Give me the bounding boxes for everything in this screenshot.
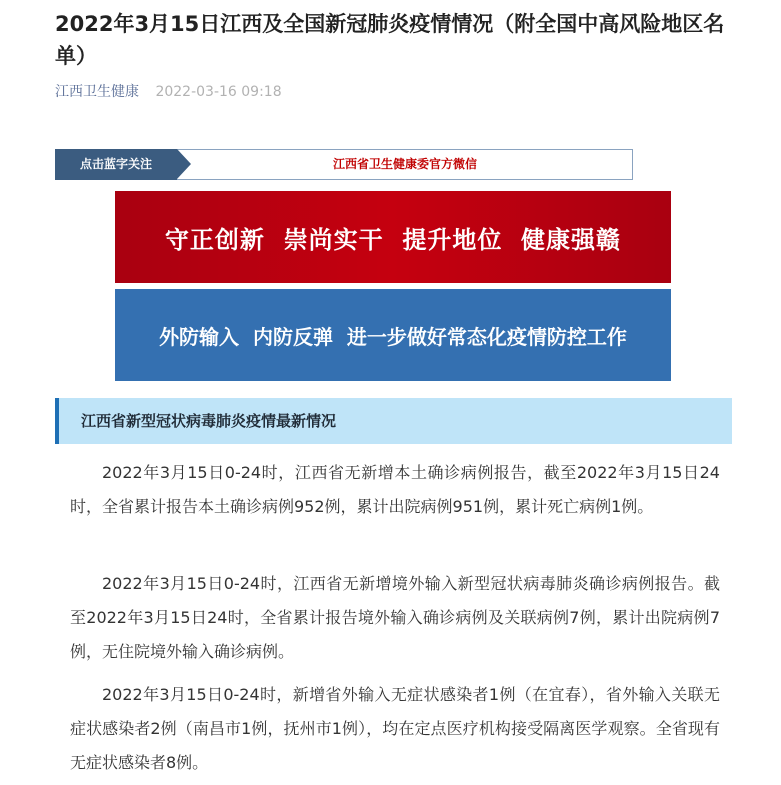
- paragraph-local-cases: 2022年3月15日0-24时，江西省无新增本土确诊病例报告，截至2022年3月15日24时，全省累计报告本土确诊病例952例，累计出院病例951例，累计死亡病例1例。: [70, 463, 720, 516]
- follow-bar: [55, 149, 633, 180]
- section-heading-bar: [55, 398, 732, 444]
- paragraph-imported-cases: 2022年3月15日0-24时，江西省无新增境外输入新型冠状病毒肺炎确诊病例报告。截至2022年3月15日24时，全省累计报告境外输入确诊病例及关联病例7例，累计出院病例7例，无住院境外输入确诊病例。: [70, 574, 720, 661]
- paragraph-asymptomatic-cases: 2022年3月15日0-24时，新增省外输入无症状感染者1例（在宜春），省外输入关联无症状感染者2例（南昌市1例，抚州市1例），均在定点医疗机构接受隔离医学观察。全省现有无症状感染者8例。: [70, 685, 720, 772]
- account-name-link[interactable]: 江西卫生健康: [55, 84, 139, 100]
- official-account-caption: 江西省卫生健康委官方微信: [332, 157, 477, 171]
- publish-date: 2022-03-16 09:18: [155, 84, 282, 100]
- slogan-banner-blue: 外防输入 内防反弹 进一步做好常态化疫情防控工作: [115, 289, 671, 381]
- section-heading: 江西省新型冠状病毒肺炎疫情最新情况: [81, 412, 337, 430]
- article-meta: [55, 82, 282, 102]
- slogan-banner-red: 守正创新 崇尚实干 提升地位 健康强赣: [115, 191, 671, 283]
- follow-tag[interactable]: 点击蓝字关注: [55, 149, 177, 180]
- article-title: 2022年3月15日江西及全国新冠肺炎疫情情况（附全国中高风险地区名单）: [55, 12, 725, 68]
